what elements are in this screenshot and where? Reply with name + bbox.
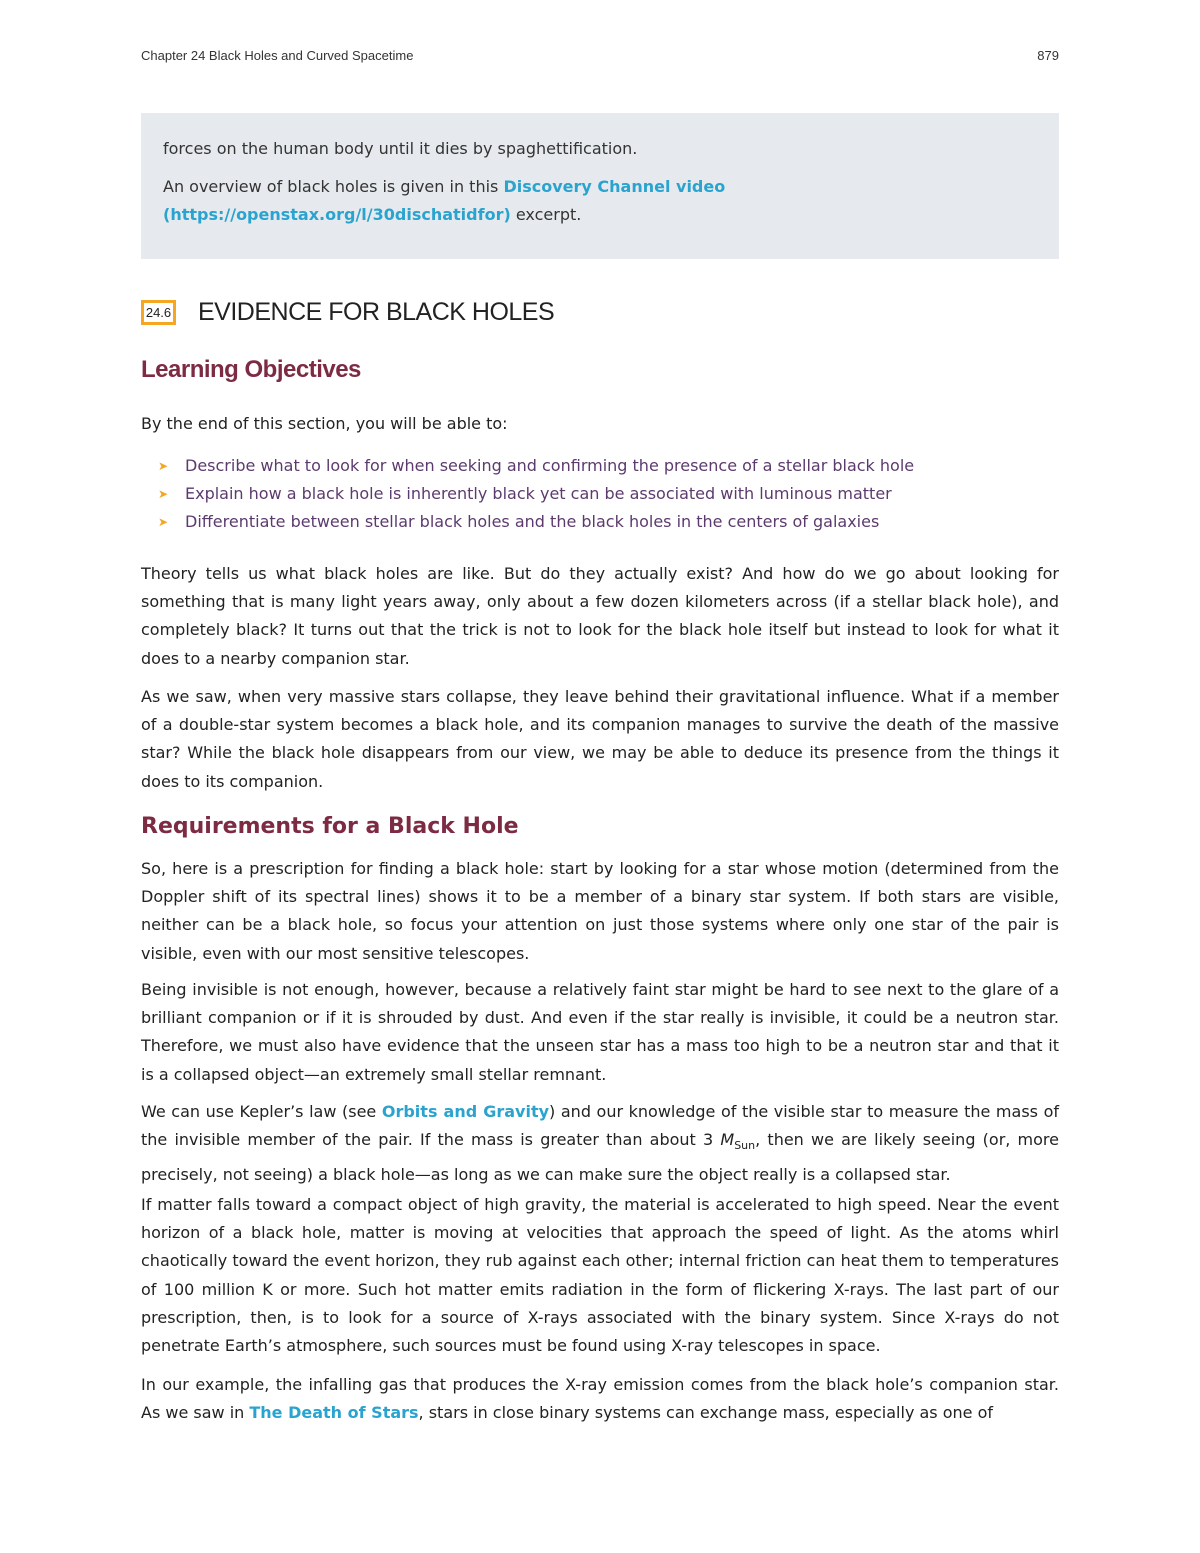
paragraph: As we saw, when very massive stars collapse, they leave behind their gravitational influence. What if a member of a double-star system becomes a black hole, and its companion manages to survive the death of the massive star? While the black hole disappears from our view, we may be able to deduce its presence from the things it does to its companion.: [141, 687, 1059, 791]
paragraph: So, here is a prescription for finding a black hole: start by looking for a star whose motion (determined from the Doppler shift of its spectral lines) shows it to be a member of a binary star system. If both stars are visible, neither can be a black hole, so focus your attention on just those systems where only one star of the pair is visible, even with our most sensitive telescopes.: [141, 859, 1059, 963]
objective-text: Describe what to look for when seeking and confirming the presence of a stellar black hole: [185, 456, 915, 475]
paragraph: Being invisible is not enough, however, because a relatively faint star might be hard to see next to the glare of a brilliant companion or if it is shrouded by dust. And even if the star really is invisible, it could be a neutron star. Therefore, we must also have evidence that the unseen star has a mass too high to be a neutron star and that it is a collapsed object—an extremely small stellar remnant.: [141, 980, 1059, 1084]
section-number-badge: 24.6: [141, 300, 176, 325]
overview-text: An overview of black holes is given in this: [163, 177, 504, 196]
text-span: , then we are likely seeing (or, more precisely, not seeing) a black hole—as long as we can make sure the object really is a collapsed star.: [141, 1130, 1060, 1184]
text-span: ) and our knowledge of the visible star to measure the mass of the invisible member of the pair. If the mass is greater than about 3: [141, 1102, 1059, 1150]
feature-box: [141, 113, 1059, 259]
feature-overview: [163, 173, 1037, 229]
learning-objectives-heading: Learning Objectives: [141, 356, 361, 383]
overview-after-text: excerpt.: [510, 205, 582, 224]
section-title: EVIDENCE FOR BLACK HOLES: [198, 298, 555, 326]
paragraph: [141, 1371, 1059, 1427]
paragraph: If matter falls toward a compact object of high gravity, the material is accelerated to high speed. Near the event horizon of a black hole, matter is moving at velocities that approach the speed of light. As the atoms whirl chaotically toward the event horizon, they rub against each other; internal friction can heat them to temperatures of 100 million K or more. Such hot matter emits radiation in the form of flickering X-rays. The last part of our prescription, then, is to look for a source of X-rays associated with the binary system. Since X-rays do not penetrate Earth’s atmosphere, such sources must be found using X-ray telescopes in space.: [141, 1195, 1059, 1356]
objective-text: Explain how a black hole is inherently black yet can be associated with luminous matter: [185, 484, 892, 503]
list-item: [158, 452, 914, 480]
chevron-right-icon: ➤: [158, 487, 169, 501]
mass-symbol: M: [720, 1130, 735, 1150]
list-item: [158, 480, 914, 508]
objective-text: Differentiate between stellar black holes and the black holes in the centers of galaxies: [185, 512, 880, 531]
paragraph: [141, 1098, 1059, 1189]
feature-text: forces on the human body until it dies by spaghettification.: [163, 139, 638, 158]
text-span: In our example, the infalling gas that produces the X-ray emission comes from the black hole’s companion star. As we saw in: [141, 1375, 1059, 1423]
text-span: We can use Kepler’s law (see: [141, 1102, 382, 1121]
chevron-right-icon: ➤: [158, 459, 169, 473]
paragraph: Theory tells us what black holes are like. But do they actually exist? And how do we go about looking for something that is many light years away, only about a few dozen kilometers across (if a stellar black hole), and completely black? It turns out that the trick is not to look for the black hole itself but instead to look for what it does to a nearby companion star.: [141, 564, 1059, 668]
page-header: [141, 48, 1059, 63]
death-of-stars-link[interactable]: The Death of Stars: [249, 1403, 419, 1423]
section-heading: [141, 298, 554, 327]
chevron-right-icon: ➤: [158, 515, 169, 529]
chapter-title: Chapter 24 Black Holes and Curved Spacetime: [141, 48, 414, 63]
page-number: 879: [1037, 48, 1059, 63]
orbits-and-gravity-link[interactable]: Orbits and Gravity: [381, 1102, 550, 1121]
mass-subscript: Sun: [734, 1139, 756, 1153]
subsection-heading: Requirements for a Black Hole: [141, 814, 519, 839]
list-item: [158, 508, 914, 536]
learning-objectives-list: [158, 452, 914, 536]
discovery-video-link[interactable]: Discovery Channel video (https://openstax.org/l/30dischatidfor): [163, 177, 726, 224]
text-span: , stars in close binary systems can exchange mass, especially as one of: [418, 1403, 994, 1423]
learning-objectives-intro: By the end of this section, you will be able to:: [141, 414, 508, 433]
